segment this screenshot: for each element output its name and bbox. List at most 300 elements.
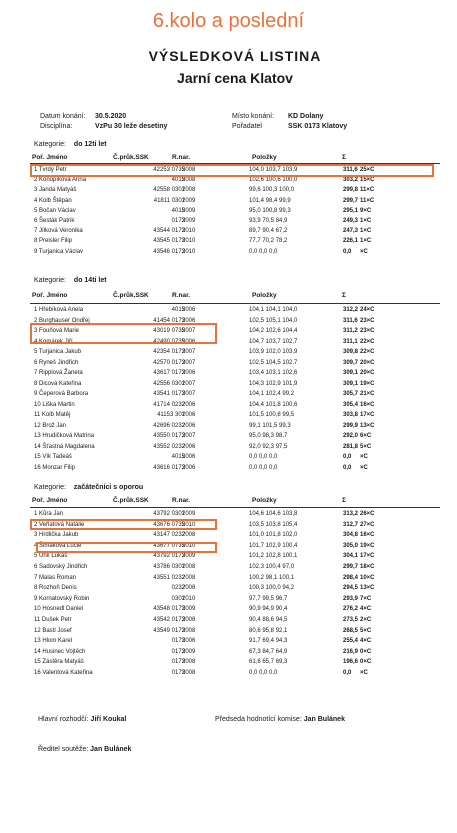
table-row [30,198,440,207]
cell-year: 2010 [182,248,196,255]
date-label: Datum konání: [40,113,86,120]
cell-rank: 20×C [360,370,375,376]
category-heading [34,484,143,491]
cell-name: 7 Jílková Veronika [34,228,83,235]
cell-year: 2006 [182,307,196,313]
table-row [30,349,440,358]
cell-year: 2010 [182,521,196,528]
col-name: Poř. Jméno [32,497,68,504]
cell-total: 292,0 [343,433,359,439]
cell-name: 5 Bočan Václav [34,207,76,214]
table-row [30,659,440,668]
cell-year: 2006 [182,370,196,376]
cell-scores: 90,4 88,6 94,5 [249,617,288,623]
cell-total: 299,7 [343,564,359,570]
cell-rank: ×C [360,454,368,460]
col-name: Poř. Jméno [32,154,68,161]
cell-name: 3 Janda Matyáš [34,187,77,194]
cell-id: 41454 0173 [153,317,185,324]
cell-id: 43792 0301 [153,511,185,517]
cell-total: 196,6 [343,659,359,666]
place-label: Místo konání: [232,113,275,120]
cell-rank: 0×C [360,659,372,666]
cell-scores: 104,3 102,9 101,9 [249,380,298,387]
col-id: Č.průk.SSK [113,154,149,161]
cell-total: 249,3 [343,218,359,224]
cell-scores: 104,7 103,7 102,7 [249,338,298,345]
cell-total: 309,7 [343,359,359,366]
cell-id: 43549 0173 [153,627,185,634]
cell-total: 311,1 [343,338,358,345]
cell-rank: 19×C [360,380,375,387]
cell-id: 43616 0173 [153,464,185,471]
cell-year: 2007 [182,328,196,334]
cell-total: 299,7 [343,197,359,204]
cell-year: 2010 [182,595,196,602]
cell-total: 304,8 [343,532,359,539]
cell-scores: 93,9 70,5 84,9 [249,218,288,224]
director-signature [38,746,131,753]
cell-rank: 1×C [360,238,372,245]
cell-total: 276,2 [343,606,359,613]
cell-name: 10 Liška Martin [34,401,75,408]
category-label: Kategorie: [34,277,66,284]
organizer-label: Pořadatel [232,123,262,130]
cell-scores: 102,5 104,5 102,7 [249,359,298,366]
category-name: do 14ti let [73,277,107,284]
cell-id: 0173 [171,659,185,666]
committee-label: Předseda hodnotící komise: [215,716,302,723]
cell-name: 6 Sadovský Jindřich [34,564,88,570]
cell-rank: 20×C [360,359,375,366]
cell-id: 0173 [171,670,185,676]
cell-rank: 19×C [360,542,375,549]
col-name: Poř. Jméno [32,292,68,299]
table-row [30,228,440,237]
cell-name: 12 Brož Jan [34,422,67,429]
cell-name: 13 Hlom Karel [34,638,73,645]
cell-rank: ×C [360,248,368,255]
table-row [30,187,440,196]
cell-id: 43545 0173 [153,238,185,245]
cell-rank: 16×C [360,532,375,539]
cell-scores: 92,0 92,3 97,5 [249,443,288,450]
cell-name: 6 Šesták Patrik [34,218,75,224]
cell-name: 8 Preisler Filip [34,238,73,245]
cell-rank: 23×C [360,317,375,324]
cell-rank: 15×C [360,177,375,184]
cell-name: 10 Hosnedl Daniel [34,606,84,613]
cell-rank: 2×C [360,617,372,623]
cell-id: 0301 [171,595,185,602]
cell-id: 42490 0735 [153,338,185,345]
director-label: Ředitel soutěže: [38,746,89,753]
cell-year: 2009 [182,553,196,560]
cell-year: 2008 [182,532,196,539]
cell-id: 43786 0301 [153,564,185,570]
cell-id: 42556 0301 [153,380,185,387]
cell-total: 226,1 [343,238,359,245]
cell-rank: 5×C [360,627,372,634]
cell-id: 42558 0301 [153,187,185,194]
cell-name: 9 Turjanica Václav [34,248,84,255]
cell-rank: 6×C [360,433,372,439]
cell-total: 311,6 [343,167,358,173]
cell-scores: 101,2 102,8 100,1 [249,553,298,560]
cell-year: 2009 [182,511,196,517]
cell-scores: 101,0 101,8 102,0 [249,532,298,539]
cell-scores: 0,0 0,0 0,0 [249,670,278,676]
cell-id: 43019 0735 [153,328,185,334]
judge-signature [38,716,126,723]
cell-scores: 100,2 98,1 100,1 [249,574,295,581]
table-row [30,238,440,247]
cell-rank: ×C [360,464,368,471]
cell-scores: 91,7 69,4 94,3 [249,638,288,645]
cell-name: 14 Šťastná Magdalena [34,443,95,450]
table-row [30,465,440,474]
cell-id: 0173 [171,638,185,645]
cell-rank: 25×C [360,167,375,173]
table-row [30,402,440,411]
col-sum: Σ [342,497,346,504]
table-row [30,249,440,258]
director-name: Jan Bulánek [90,746,132,753]
committee-name: Jan Bulánek [303,716,345,723]
judge-label: Hlavní rozhodčí: [38,716,89,723]
cell-total: 255,4 [343,638,359,645]
cell-name: 2 Konopíková Anna [34,177,87,184]
cell-rank: 0×C [360,648,372,655]
category-heading [34,277,107,284]
cell-year: 2007 [182,359,196,366]
table-row [30,423,440,432]
cell-id: 43550 0173 [153,433,185,439]
cell-name: 14 Husinec Vojtěch [34,648,86,655]
cell-total: 247,3 [343,228,359,235]
cell-total: 273,5 [343,617,359,623]
cell-total: 268,5 [343,627,359,634]
cell-name: 4 Kolb Štěpán [34,197,72,204]
cell-id: 0173 [171,648,185,655]
cell-scores: 104,4 101,8 100,6 [249,401,298,408]
cell-year: 2008 [182,585,196,592]
highlight-box [36,542,217,553]
cell-year: 2006 [182,317,196,324]
col-scores: Položky [252,497,277,504]
cell-scores: 95,0 98,3 98,7 [249,433,288,439]
table-row [30,433,440,442]
cell-total: 299,8 [343,187,359,194]
col-id: Č.průk.SSK [113,292,149,299]
cell-rank: 1×C [360,218,372,224]
judge-name: Jiří Koukal [90,716,127,723]
cell-rank: 22×C [360,349,375,355]
cell-year: 2009 [182,648,196,655]
cell-name: 9 Čeperová Barbora [34,391,89,397]
highlight-box [30,323,217,344]
cell-scores: 102,5 105,1 104,0 [249,317,298,324]
cell-total: 298,4 [343,574,359,581]
cell-year: 2010 [182,228,196,235]
cell-scores: 89,7 90,4 67,2 [249,228,288,235]
cell-year: 2007 [182,349,196,355]
cell-name: 8 Rozhoň Denis [34,585,77,592]
cell-total: 309,1 [343,370,359,376]
table-row [30,670,440,679]
table-row [30,218,440,227]
cell-total: 295,1 [343,207,359,214]
col-id: Č.průk.SSK [113,497,149,504]
cell-id: 43147 0232 [153,532,185,539]
table-row [30,208,440,217]
cell-total: 0,0 [343,670,352,676]
cell-name: 11 Dušek Petr [34,617,72,623]
cell-scores: 102,3 100,4 97,0 [249,564,295,570]
cell-name: 2 Burghauser Ondřej [34,317,90,324]
cell-name: 3 Fouňová Marie [34,328,80,334]
cell-total: 299,9 [343,422,359,429]
cell-name: 4 Komárek Jiří [34,338,73,345]
cell-id: 41153 301 [157,412,185,418]
cell-rank: 24×C [360,307,375,313]
table-row [30,370,440,379]
cell-id: 42570 0173 [153,359,185,366]
table-row [30,177,440,186]
cell-total: 294,5 [343,585,359,592]
organizer-value: SSK 0173 Klatovy [288,123,348,130]
cell-name: 7 Malas Roman [34,574,77,581]
cell-total: 305,0 [343,542,359,549]
highlight-box [30,519,217,530]
cell-year: 2008 [182,167,196,173]
cell-id: 43676 0735 [153,521,185,528]
cell-rank: 16×C [360,401,375,408]
cell-scores: 97,7 99,5 96,7 [249,595,288,602]
category-name: do 12ti let [73,141,107,148]
cell-scores: 101,5 100,8 99,5 [249,412,295,418]
cell-id: 41714 0232 [153,401,185,408]
table-row [30,596,440,605]
cell-id: 43541 0173 [153,391,185,397]
cell-total: 305,7 [343,391,359,397]
col-year: R.nar. [172,154,191,161]
cell-id: 4015 [171,454,185,460]
cell-total: 216,9 [343,648,359,655]
cell-scores: 104,1 104,1 104,0 [249,307,298,313]
divider [30,507,440,508]
table-row [30,381,440,390]
table-row [30,454,440,463]
competition-name: Jarní cena Klatov [177,70,293,86]
cell-scores: 0,0 0,0 0,0 [249,464,278,471]
cell-year: 2007 [182,391,196,397]
cell-id: 43548 0173 [153,606,185,613]
cell-name: 15 Zástěra Matyáš [34,659,84,666]
cell-year: 2006 [182,401,196,408]
cell-scores: 103,4 103,1 102,6 [249,370,298,376]
cell-year: 2010 [182,238,196,245]
cell-year: 2007 [182,433,196,439]
cell-scores: 101,7 102,9 100,4 [249,542,298,549]
cell-year: 2010 [182,542,196,549]
cell-year: 2008 [182,574,196,581]
cell-id: 4015 [171,177,185,184]
col-year: R.nar. [172,497,191,504]
cell-year: 2006 [182,338,196,345]
col-sum: Σ [342,292,346,299]
cell-rank: 4×C [360,606,372,613]
cell-scores: 0,0 0,0 0,0 [249,454,278,460]
cell-rank: 23×C [360,328,375,334]
cell-scores: 90,9 94,9 90,4 [249,606,288,613]
cell-id: 43677 0735 [153,542,185,549]
table-row [30,628,440,637]
cell-total: 0,0 [343,454,352,460]
cell-scores: 102,6 100,6 100,0 [249,177,298,184]
table-row [30,391,440,400]
cell-rank: 11×C [360,187,375,194]
cell-rank: 7×C [360,595,372,602]
table-row [30,638,440,647]
cell-year: 2008 [182,670,196,676]
cell-scores: 104,6 104,6 103,8 [249,511,298,517]
cell-year: 2006 [182,422,196,429]
cell-rank: 9×C [360,207,372,214]
cell-rank: 13×C [360,585,375,592]
table-row [30,585,440,594]
cell-year: 2007 [182,380,196,387]
cell-id: 43542 0173 [153,617,185,623]
cell-scores: 61,6 65,7 69,3 [249,659,288,666]
col-sum: Σ [342,154,346,161]
discipline-value: VzPu 30 leže desetiny [95,123,168,130]
cell-scores: 103,5 103,8 105,4 [249,521,298,528]
cell-total: 281,8 [343,443,359,450]
cell-id: 43551 0232 [153,574,185,581]
table-row [30,412,440,421]
col-scores: Položky [252,154,277,161]
cell-name: 12 Bastl Josef [34,627,72,634]
cell-scores: 80,6 95,8 92,1 [249,627,288,634]
cell-rank: 18×C [360,564,375,570]
cell-id: 42354 0173 [153,349,185,355]
cell-scores: 104,0 103,7 103,9 [249,167,298,173]
cell-total: 312,7 [343,521,359,528]
cell-total: 309,8 [343,349,359,355]
cell-total: 304,1 [343,553,359,560]
table-row [30,617,440,626]
col-scores: Položky [252,292,277,299]
cell-id: 42253 0735 [153,167,185,173]
table-row [30,553,440,562]
table-row [30,575,440,584]
cell-scores: 104,2 102,6 104,4 [249,328,298,334]
cell-year: 2009 [182,207,196,214]
cell-scores: 103,9 102,0 103,9 [249,349,298,355]
cell-total: 0,0 [343,464,352,471]
cell-total: 311,6 [343,317,358,324]
cell-rank: 10×C [360,574,375,581]
cell-year: 2008 [182,617,196,623]
cell-id: 4015 [171,207,185,214]
committee-signature [215,716,345,723]
cell-name: 1 Kůra Jan [34,511,64,517]
cell-rank: 13×C [360,422,375,429]
cell-scores: 99,1 101,5 99,3 [249,422,291,429]
cell-rank: 1×C [360,228,372,235]
cell-scores: 67,3 84,7 64,9 [249,648,288,655]
divider [30,303,440,304]
document-header [30,48,440,86]
cell-year: 2006 [182,638,196,645]
document-title: VÝSLEDKOVÁ LISTINA [148,48,322,64]
cell-scores: 77,7 70,2 78,2 [249,238,288,245]
banner-title: 6.kolo a poslední [152,10,305,32]
cell-year: 2008 [182,177,196,184]
place-value: KD Dolany [288,113,324,120]
cell-rank: 27×C [360,521,375,528]
cell-year: 2006 [182,454,196,460]
cell-id: 4015 [171,307,185,313]
cell-scores: 99,6 100,3 100,0 [249,187,295,194]
cell-year: 2008 [182,564,196,570]
cell-name: 1 Hřebíková Anela [34,307,84,313]
cell-name: 1 Tvrdý Petr [34,167,67,173]
cell-year: 2009 [182,606,196,613]
cell-total: 312,2 [343,307,359,313]
cell-name: 16 Monzar Filip [34,464,76,471]
highlight-box [30,164,434,177]
cell-id: 0232 [171,585,185,592]
cell-name: 2 Veřlatová Natálie [34,521,85,528]
cell-rank: 17×C [360,412,375,418]
cell-total: 0,0 [343,248,352,255]
cell-id: 43792 0173 [153,553,185,560]
cell-rank: 11×C [360,197,375,204]
cell-total: 311,2 [343,328,358,334]
cell-rank: 4×C [360,638,372,645]
cell-id: 0173 [171,218,185,224]
cell-name: 8 Dicová Kateřina [34,380,82,387]
table-row [30,606,440,615]
cell-year: 2006 [182,412,196,418]
category-label: Kategorie: [34,484,66,491]
cell-name: 4 Šimáková Lucie [34,542,82,549]
cell-year: 2008 [182,627,196,634]
cell-name: 6 Ryneš Jindřich [34,359,79,366]
table-row [30,532,440,541]
cell-name: 13 Hrudičková Matrina [34,433,95,439]
cell-total: 313,2 [343,511,359,517]
cell-id: 43552 0232 [153,443,185,450]
cell-year: 2009 [182,197,196,204]
cell-year: 2009 [182,218,196,224]
cell-rank: 26×C [360,511,375,517]
cell-year: 2008 [182,187,196,194]
discipline-label: Disciplína: [40,123,73,130]
cell-rank: 21×C [360,391,375,397]
cell-name: 5 Turjanica Jakub [34,349,82,355]
table-row [30,444,440,453]
cell-id: 43617 0173 [153,370,185,376]
cell-scores: 0,0 0,0 0,0 [249,248,278,255]
cell-id: 43544 0173 [153,228,185,235]
cell-name: 15 Vík Tadeáš [34,454,72,460]
cell-name: 16 Valentová Kateřina [34,670,93,676]
cell-total: 303,2 [343,177,359,184]
category-heading [34,141,107,148]
